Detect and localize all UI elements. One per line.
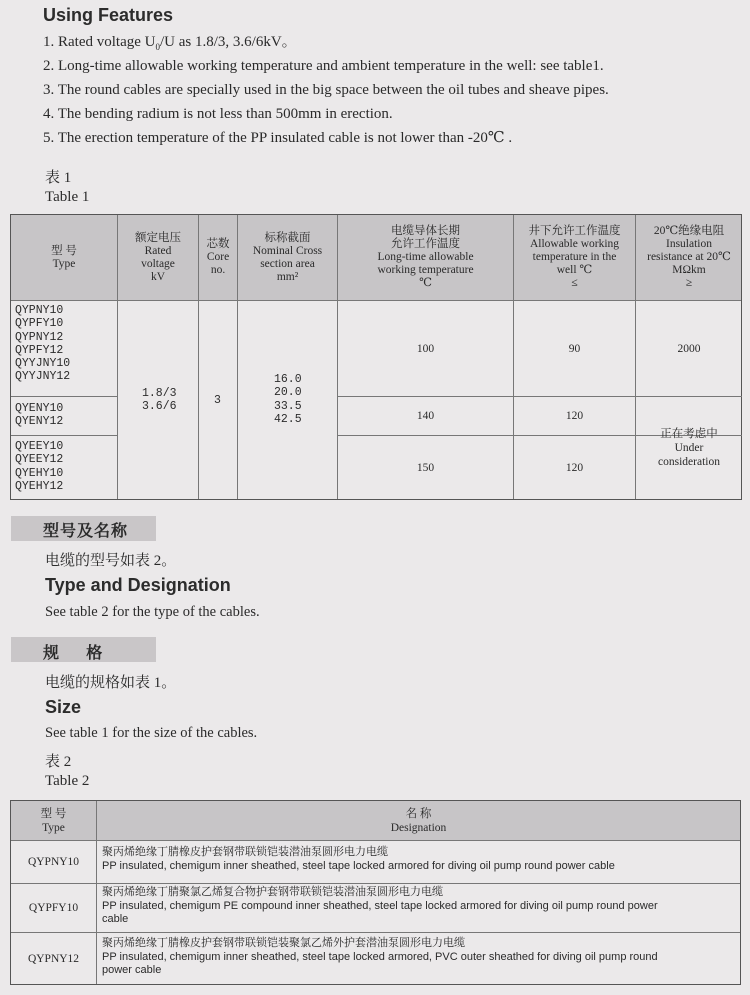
- t1-header-long-temp: 电缆导体长期 允许工作温度 Long-time allowable working temperature ℃: [377, 225, 474, 289]
- t1-sections: 16.0 20.0 33.5 42.5: [274, 373, 302, 426]
- t2-row-1-designation: 聚丙烯绝缘丁腈橡皮护套钢带联锁铠装潜油泵圆形电力电缆 PP insulated, chemigum inner sheathed, steel tape locked armored for diving oil pump round power cable: [102, 846, 615, 872]
- t1-g3-well-temp: 120: [565, 461, 584, 474]
- type-section-text-en: See table 2 for the type of the cables.: [45, 604, 260, 620]
- t1-header-section: 标称截面 Nominal Cross section area mm²: [252, 231, 323, 283]
- features-title: Using Features: [43, 5, 174, 25]
- feature-item-4: 4. The bending radium is not less than 500mm in erection.: [43, 106, 393, 122]
- feature-item-2: 2. Long-time allowable working temperature and ambient temperature in the well: see table1.: [43, 58, 604, 74]
- t2-row-2-designation: 聚丙烯绝缘丁腈聚氯乙烯复合物护套钢带联锁铠装潜油泵圆形电力电缆 PP insulated, chemigum PE compound inner sheathed, steel tape locked armored for diving oil pump round power cable: [102, 886, 658, 925]
- t1-header-resistance: 20℃绝缘电阻 Insulation resistance at 20℃ MΩkm ≥: [647, 225, 731, 289]
- t1-g1-resistance: 2000: [677, 342, 701, 355]
- t1-g3-long-temp: 150: [416, 461, 435, 474]
- t1-type-group-2: QYENY10 QYENY12: [15, 402, 64, 429]
- size-section-band-label: 规 格: [43, 643, 104, 662]
- t1-header-type: 型 号 Type: [51, 244, 77, 270]
- t1-resistance-pending: 正在考虑中 Under consideration: [658, 428, 720, 468]
- t1-header-cores: 芯数 Core no.: [206, 238, 230, 276]
- t1-g2-well-temp: 120: [565, 410, 584, 422]
- t2-row-2-type: QYPFY10: [28, 902, 79, 914]
- table-1: [10, 214, 742, 500]
- t1-header-well-temp: 井下允许工作温度 Allowable working temperature in the well ℃ ≤: [528, 225, 621, 289]
- type-section-text-cn: 电缆的型号如表 2。: [45, 553, 177, 569]
- table1-caption-cn: 表 1: [45, 170, 72, 186]
- t1-g1-long-temp: 100: [416, 342, 435, 355]
- t1-type-group-1: QYPNY10 QYPFY10 QYPNY12 QYPFY12 QYYJNY10 QYYJNY12: [15, 304, 71, 384]
- feature-item-1-rest: /U as 1.8/3, 3.6/6kV。: [159, 34, 297, 50]
- size-section-title: Size: [45, 697, 82, 717]
- t1-header-voltage: 额定电压 Rated voltage kV: [135, 231, 181, 283]
- size-section-text-cn: 电缆的规格如表 1。: [45, 675, 177, 691]
- feature-item-5: 5. The erection temperature of the PP insulated cable is not lower than -20℃ .: [43, 130, 513, 146]
- t2-row-3-type: QYPNY12: [27, 952, 80, 965]
- t1-voltage: 1.8/3 3.6/6: [142, 387, 177, 414]
- t1-cores: 3: [214, 394, 221, 407]
- table2-caption-cn: 表 2: [45, 754, 72, 770]
- t1-type-group-3: QYEEY10 QYEEY12 QYEHY10 QYEHY12: [15, 440, 64, 493]
- t2-header-type: 型 号 Type: [40, 807, 67, 834]
- feature-item-1-text: 1. Rated voltage U: [43, 34, 156, 50]
- t2-row-1-type: QYPNY10: [27, 856, 80, 868]
- type-section-title: Type and Designation: [45, 575, 231, 595]
- t2-header-designation: 名 称 Designation: [390, 807, 447, 834]
- feature-item-1-sub: 0: [155, 42, 160, 52]
- table-2: [10, 800, 741, 985]
- t1-g1-well-temp: 90: [568, 342, 581, 355]
- table1-caption-en: Table 1: [45, 189, 90, 205]
- type-section-band-label: 型号及名称: [43, 521, 129, 540]
- table2-caption-en: Table 2: [45, 773, 90, 789]
- feature-item-1: [43, 33, 297, 56]
- t2-row-3-designation: 聚丙烯绝缘丁腈橡皮护套钢带联锁铠装聚氯乙烯外护套潜油泵圆形电力电缆 PP insulated, chemigum inner sheathed, steel tape locked armored, PVC outer sheathed for diving oil pump round power cable: [102, 937, 658, 976]
- feature-item-3: 3. The round cables are specially used in the big space between the oil tubes and sheave pipes.: [43, 82, 609, 98]
- t1-g2-long-temp: 140: [416, 410, 435, 422]
- size-section-text-en: See table 1 for the size of the cables.: [45, 725, 258, 741]
